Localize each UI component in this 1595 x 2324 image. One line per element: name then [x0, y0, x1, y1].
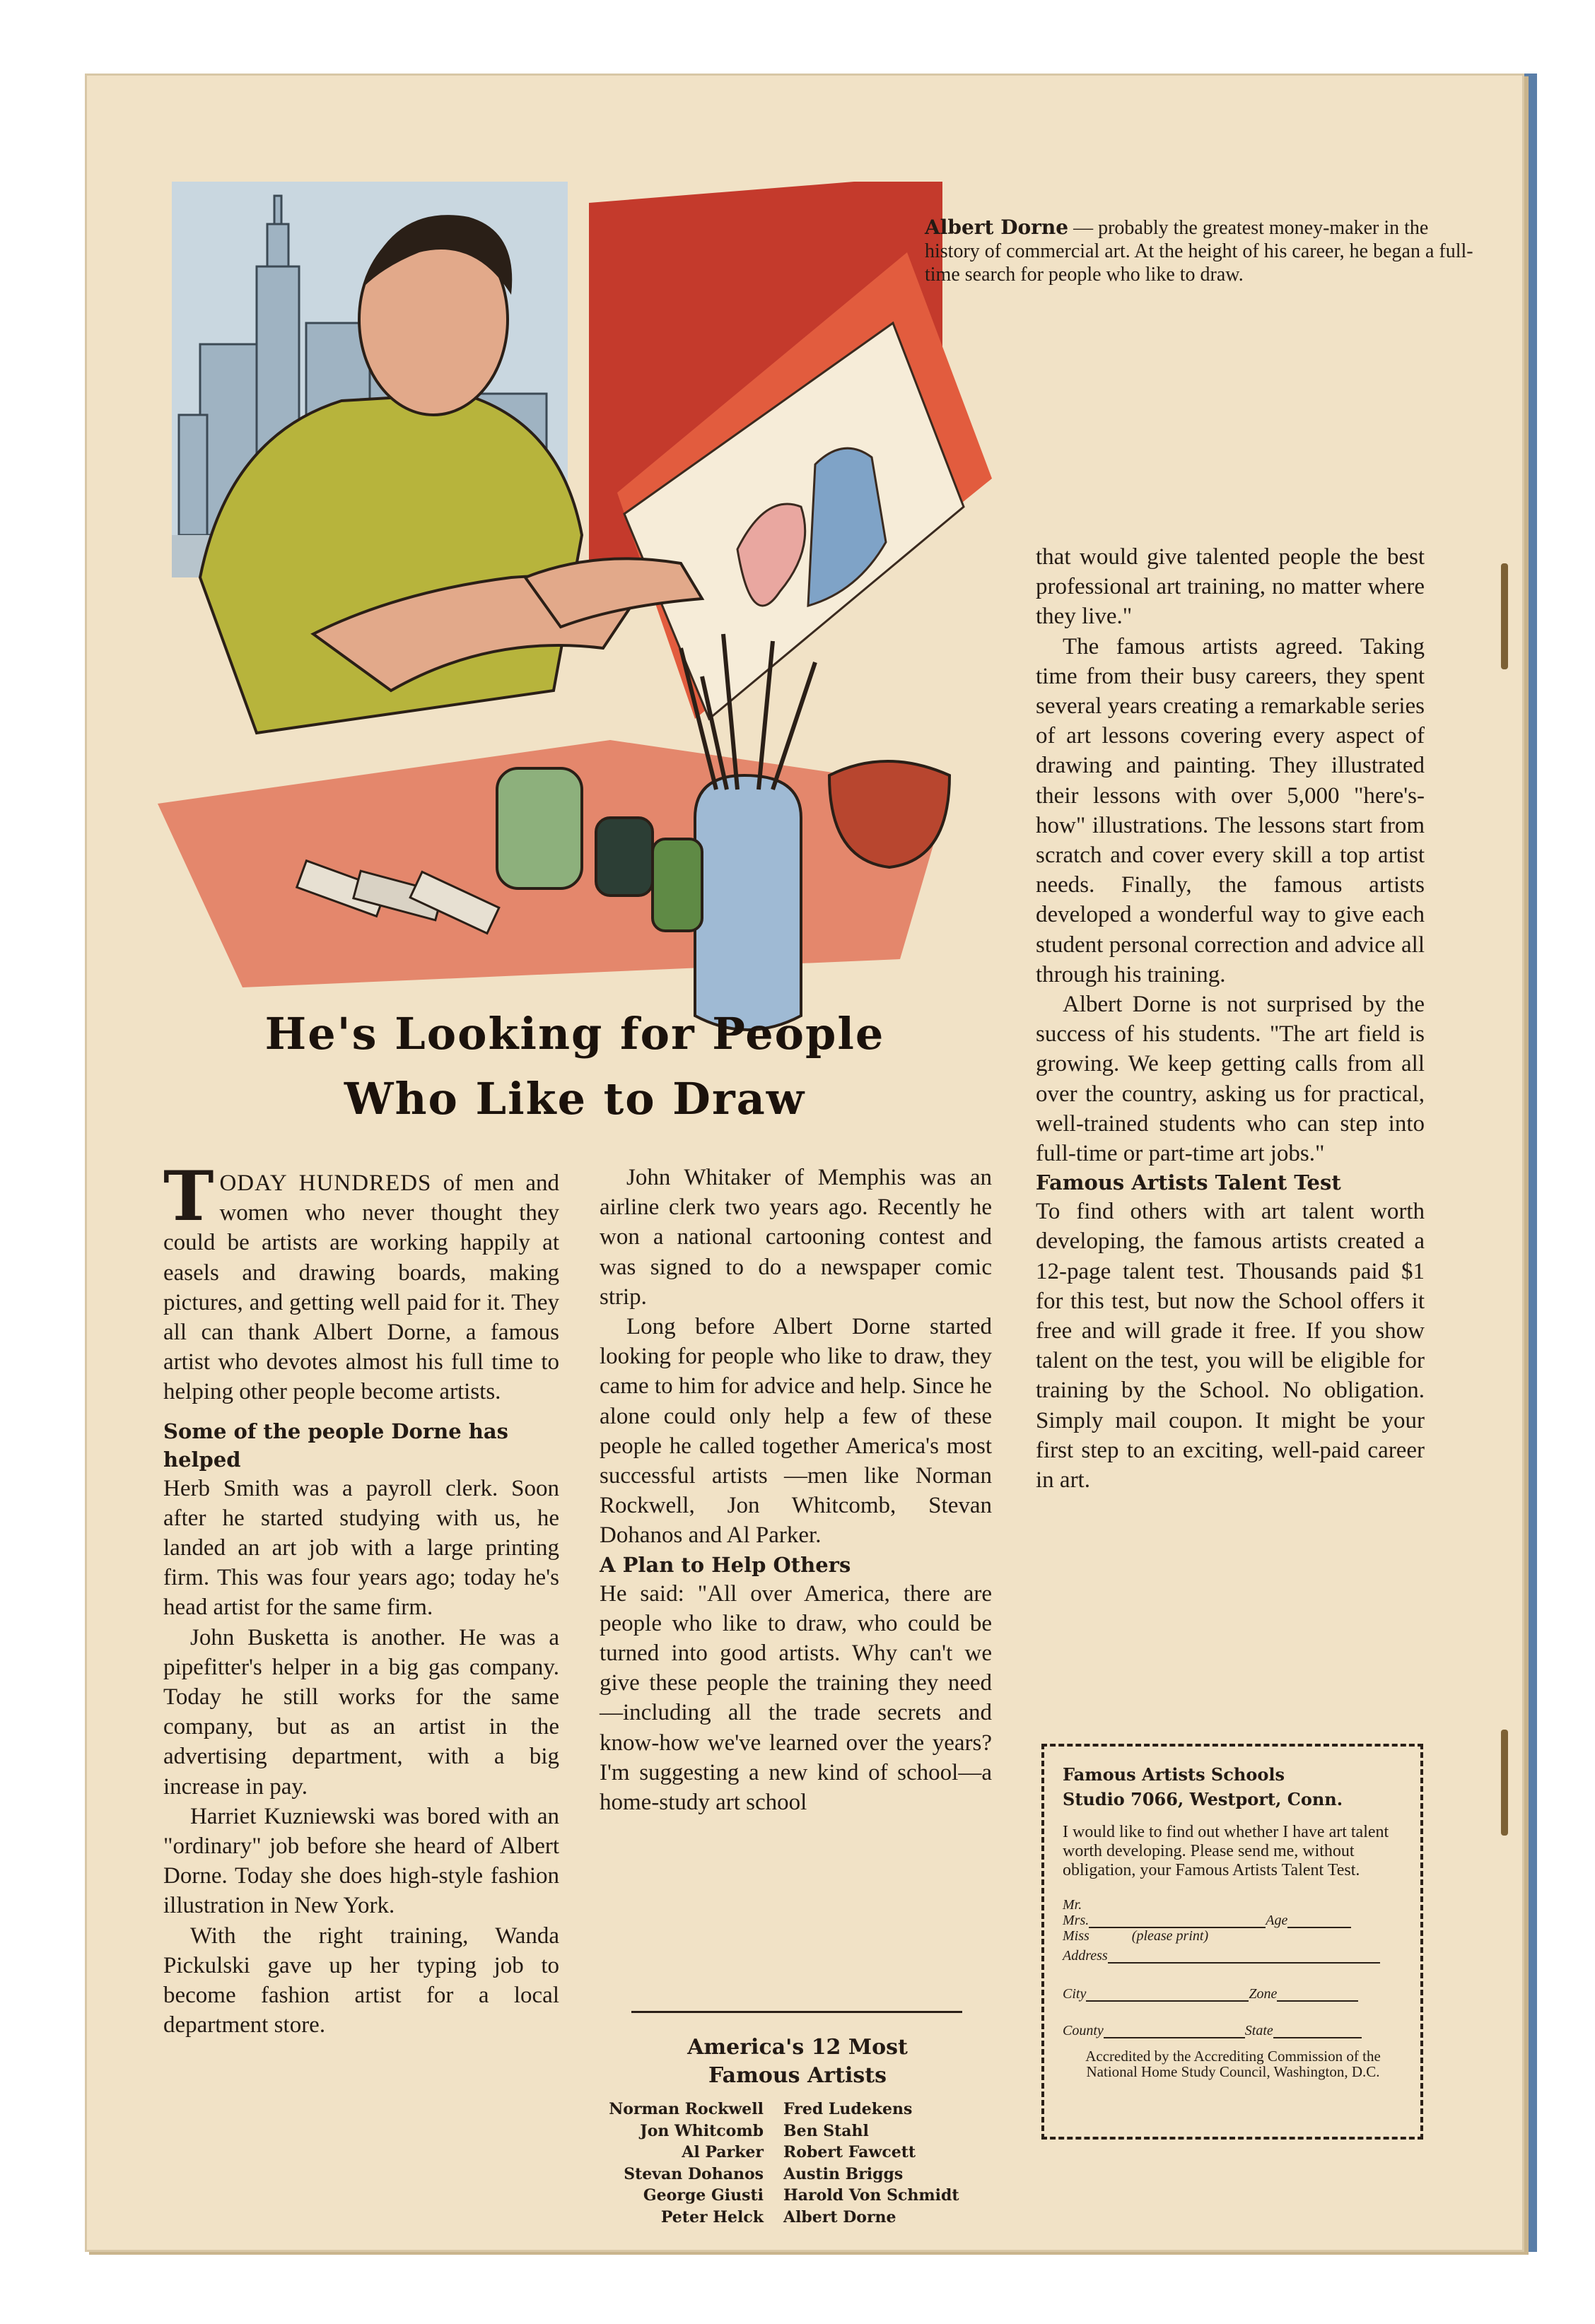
subheading-people-helped: Some of the people Dorne has helped: [163, 1419, 508, 1472]
famous-artists-title-line-2: Famous Artists: [708, 2063, 887, 2088]
paragraph-quote-end: that would give talented people the best professional art training, no matter where they live.": [1036, 544, 1425, 630]
article-column-1: [163, 1156, 559, 2040]
artist-row: [596, 2185, 1006, 2207]
county-state-field[interactable]: [1063, 2023, 1403, 2038]
artist-row: [596, 2207, 1006, 2229]
address-label: Address: [1063, 1948, 1108, 1964]
address-field[interactable]: [1063, 1948, 1403, 1964]
paragraph-harriet-kuzniewski: Harriet Kuzniewski was bored with an "ordinary" job before she heard of Albert Dorne. Today she does high-style fashion illustration in New York.: [163, 1803, 559, 1919]
famous-artists-title: [610, 2034, 985, 2090]
artist-row: [596, 2099, 1006, 2120]
lead-in: ODAY HUNDREDS: [219, 1170, 432, 1196]
age-label: Age: [1266, 1913, 1288, 1928]
city-line[interactable]: [1086, 2000, 1249, 2002]
artist-row: [596, 2164, 1006, 2185]
intro-paragraph: of men and women who never thought they could be artists are working happily at easels and drawing boards, making pictures, and getting well paid for it. They all can thank Albert Dorne, a famous artist who devotes almost his full time to helping other people become artists.: [163, 1170, 559, 1405]
state-line[interactable]: [1273, 2037, 1362, 2038]
artist-name: Robert Fawcett: [783, 2143, 916, 2161]
artist-name: George Giusti: [643, 2186, 764, 2205]
name-field[interactable]: [1063, 1897, 1403, 1944]
article-column-2: [600, 1163, 992, 1817]
coupon-studio-address: Studio 7066, Westport, Conn.: [1063, 1789, 1343, 1809]
artist-name: Albert Dorne: [783, 2207, 896, 2226]
county-label: County: [1063, 2023, 1104, 2038]
coupon-school-name: Famous Artists Schools: [1063, 1764, 1285, 1785]
famous-artists-list: [596, 2099, 1006, 2228]
mr-label: Mr.: [1063, 1897, 1082, 1913]
paragraph-john-whitaker: John Whitaker of Memphis was an airline clerk two years ago. Recently he won a national cartooning contest and was signed to do a newspaper comic strip.: [600, 1165, 992, 1310]
state-label: State: [1244, 2023, 1273, 2038]
please-print-note: (please print): [1131, 1928, 1209, 1944]
artist-name: Ben Stahl: [783, 2121, 869, 2140]
artist-name: Jon Whitcomb: [640, 2121, 764, 2140]
paragraph-wanda-pickulski: With the right training, Wanda Pickulski gave up her typing job to become fashion artist for a local department store.: [163, 1923, 559, 2038]
headline-line-1: He's Looking for People: [264, 1008, 885, 1060]
artist-row: [596, 2142, 1006, 2164]
staple-top: [1501, 563, 1508, 669]
coupon-request-text: I would like to find out whether I have art talent worth developing. Please send me, without obligation, your Famous Artists Talent Test.: [1063, 1823, 1389, 1879]
zone-line[interactable]: [1277, 2000, 1358, 2002]
zone-label: Zone: [1249, 1986, 1278, 2002]
paragraph-john-busketta: John Busketta is another. He was a pipefitter's helper in a big gas company. Today he still works for the same company, but as an artist in the advertising department, with a big increase in pay.: [163, 1624, 559, 1800]
artist-name: Norman Rockwell: [609, 2100, 764, 2118]
county-line[interactable]: [1104, 2037, 1245, 2038]
coupon-header: [1063, 1762, 1403, 1812]
drop-cap: T: [163, 1156, 214, 1236]
paragraph-plan-quote: He said: "All over America, there are people who like to draw, who could be turned into good artists. Why can't we give these people the training they need—including all the trade secrets and know-how we've learned over the years? I'm suggesting a new kind of school—a home-study art school: [600, 1580, 992, 1816]
artist-name: Peter Helck: [660, 2207, 764, 2226]
artist-name: Al Parker: [682, 2143, 764, 2161]
headline-line-2: Who Like to Draw: [344, 1073, 806, 1125]
caption-text: — probably the greatest money-maker in the history of commercial art. At the height of his career, he began a full-time search for people who like to draw.: [925, 217, 1473, 286]
miss-label: Miss: [1063, 1928, 1089, 1944]
artist-name: Austin Briggs: [783, 2164, 904, 2183]
famous-artists-title-line-1: America's 12 Most: [687, 2035, 908, 2060]
paragraph-artists-agreed: The famous artists agreed. Taking time from their busy careers, they spent several years creating a remarkable series of art lessons covering every aspect of drawing and painting. They illustrated their lessons with over 5,000 "here's-how" illustrations. The lessons start from scratch and cover every skill a top artist needs. Finally, the famous artists developed a wonderful way to give each student personal correction and advice all through his training.: [1036, 633, 1425, 987]
albert-dorne-illustration: [158, 182, 1063, 1058]
paragraph-herb-smith: Herb Smith was a payroll clerk. Soon after he started studying with us, he landed an art job with a large printing firm. This was four years ago; today he's head artist for the same firm.: [163, 1475, 559, 1621]
paragraph-success: Albert Dorne is not surprised by the success of his students. "The art field is growing. We keep getting calls from all over the country, asking us for practical, well-trained students who can step into full-time or part-time art jobs.": [1036, 992, 1425, 1167]
subheading-plan: A Plan to Help Others: [600, 1552, 851, 1577]
paragraph-talent-test: To find others with art talent worth developing, the famous artists created a 12-page talent test. Thousands paid $1 for this test, but now the School offers it free and will grade it free. If you show talent on the test, you will be eligible for training by the School. No obligation. Simply mail coupon. It might be your first step to an exciting, well-paid career in art.: [1036, 1199, 1425, 1493]
illustration-caption: [925, 216, 1476, 286]
mail-coupon[interactable]: [1041, 1744, 1423, 2140]
address-line[interactable]: [1108, 1962, 1380, 1964]
city-zone-field[interactable]: [1063, 1986, 1403, 2002]
artist-at-drawing-board-image: [158, 182, 1063, 1058]
age-line[interactable]: [1287, 1927, 1351, 1928]
city-label: City: [1063, 1986, 1087, 2002]
artist-name: Harold Von Schmidt: [783, 2186, 959, 2205]
headline: [165, 1002, 985, 1132]
accreditation-note: Accredited by the Accrediting Commission of the National Home Study Council, Washington, D.C.: [1085, 2048, 1381, 2080]
magazine-page: [85, 74, 1524, 2252]
article-column-3: [1036, 542, 1425, 1495]
caption-name: Albert Dorne: [925, 216, 1069, 239]
divider-rule: [631, 2011, 962, 2013]
artist-row: [596, 2120, 1006, 2142]
mrs-label: Mrs.: [1063, 1913, 1089, 1928]
artist-name: Stevan Dohanos: [624, 2164, 764, 2183]
staple-bottom: [1501, 1730, 1508, 1836]
subheading-talent-test: Famous Artists Talent Test: [1036, 1170, 1341, 1195]
paragraph-dorne-search: Long before Albert Dorne started looking for people who like to draw, they came to him for advice and help. Since he alone could only help a few of these people he called together America's most successful artists —men like Norman Rockwell, Jon Whitcomb, Stevan Dohanos and Al Parker.: [600, 1314, 992, 1549]
artist-name: Fred Ludekens: [783, 2100, 913, 2118]
